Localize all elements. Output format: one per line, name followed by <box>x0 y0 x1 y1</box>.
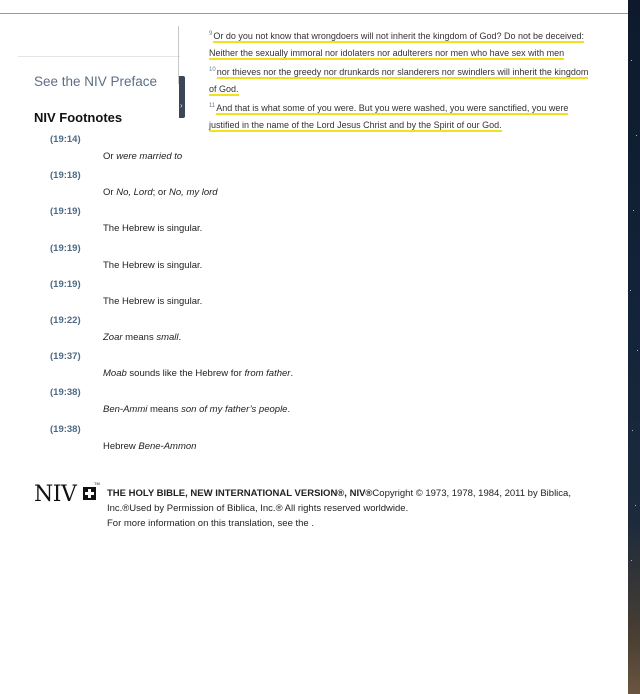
footnote-italic-text: Zoar <box>103 331 123 343</box>
footnote-text <box>103 187 218 198</box>
footnote-italic-text: from father <box>244 368 291 380</box>
copyright-notice <box>107 486 599 531</box>
footnote-plain-text: ; or <box>152 187 170 199</box>
verse-line: of God. <box>209 83 239 94</box>
verse-line: Neither the sexually immoral nor idolaters nor adulterers nor men who have sex with men <box>209 47 565 58</box>
footnote-item <box>0 206 600 242</box>
verse-line: nor thieves nor the greedy nor drunkards nor slanderers nor swindlers will inherit the kingdom <box>216 67 589 77</box>
verse-number: 11 <box>209 103 216 109</box>
verse-11[interactable] <box>209 98 613 133</box>
footnote-ref-link[interactable]: (19:19) <box>50 242 81 254</box>
footnote-plain-text: . <box>287 404 291 416</box>
niv-preface-link[interactable]: See the NIV Preface <box>34 74 158 89</box>
footnote-italic-text: Moab <box>103 368 127 380</box>
footnote-text <box>103 296 202 307</box>
chevron-right-icon: › <box>180 101 183 110</box>
footnote-ref-link[interactable]: (19:18) <box>50 170 81 182</box>
footnote-italic-text: Ben-Ammi <box>103 404 148 416</box>
footnote-ref-link[interactable]: (19:14) <box>50 134 81 145</box>
footnote-italic-text: Bene-Ammon <box>138 440 197 452</box>
background-wallpaper-strip <box>628 0 640 694</box>
niv-logo: NIV <box>34 482 77 507</box>
footnote-item <box>0 243 600 279</box>
footnote-ref-link[interactable]: (19:38) <box>50 387 81 399</box>
footnote-italic-text: No, my lord <box>169 187 218 199</box>
footnote-item <box>0 351 600 387</box>
footnote-plain-text: The Hebrew is singular. <box>103 295 203 307</box>
footnote-item <box>0 387 600 423</box>
footnote-text <box>103 260 202 271</box>
footnote-item <box>0 134 600 170</box>
footnote-plain-text: The Hebrew is singular. <box>103 259 203 271</box>
footnote-text <box>103 368 293 379</box>
footnote-item <box>0 170 600 206</box>
trademark-mark: TM <box>94 481 100 486</box>
collapse-tab[interactable] <box>179 76 185 118</box>
sidebar-divider <box>18 56 180 57</box>
verse-line: And that is what some of you were. But you were washed, you were sanctified, you were <box>216 103 569 113</box>
footnote-plain-text: means <box>122 331 157 343</box>
verse-9[interactable] <box>209 26 613 61</box>
footnote-plain-text: . <box>178 331 182 343</box>
footnote-text <box>103 441 196 452</box>
footnote-item <box>0 279 600 315</box>
footnote-item <box>0 424 600 460</box>
verse-number: 10 <box>209 67 216 73</box>
footnotes-heading: NIV Footnotes <box>34 110 123 125</box>
footnote-plain-text: Or <box>103 151 117 162</box>
footnote-plain-text: Or <box>103 187 117 199</box>
footnote-item <box>0 315 600 351</box>
verse-10[interactable] <box>209 62 613 97</box>
copyright-line: Inc.®Used by Permission of Biblica, Inc.® All rights reserved worldwide. <box>107 503 409 514</box>
footnote-plain-text: The Hebrew is singular. <box>103 223 203 235</box>
footnote-plain-text: sounds like the Hebrew for <box>126 368 245 380</box>
footnote-plain-text: . <box>290 368 294 380</box>
verse-line: justified in the name of the Lord Jesus Christ and by the Spirit of our God. <box>209 119 502 130</box>
top-divider <box>0 13 628 14</box>
footnote-italic-text: were married to <box>116 151 183 162</box>
footnote-ref-link[interactable]: (19:19) <box>50 206 81 218</box>
passage-text <box>209 26 613 134</box>
footnote-italic-text: small <box>156 331 179 343</box>
footnote-ref-link[interactable]: (19:22) <box>50 314 81 326</box>
copyright-more-info: For more information on this translation, see the . <box>107 518 314 529</box>
footnote-text <box>103 223 202 234</box>
footnote-plain-text: means <box>147 404 182 416</box>
verse-number: 9 <box>209 31 213 37</box>
copyright-title: THE HOLY BIBLE, NEW INTERNATIONAL VERSION®, NIV® <box>107 488 373 499</box>
verse-line: Or do you not know that wrongdoers will not inherit the kingdom of God? Do not be deceived: <box>213 31 585 41</box>
footnote-ref-link[interactable]: (19:19) <box>50 278 81 290</box>
footnote-ref-link[interactable]: (19:37) <box>50 351 81 363</box>
footnote-text <box>103 404 290 415</box>
footnote-text <box>103 151 182 162</box>
footnote-plain-text: Hebrew <box>103 440 139 452</box>
footnotes-list <box>0 134 600 460</box>
cross-icon <box>83 487 96 500</box>
footnote-text <box>103 332 181 343</box>
footnote-italic-text: son of my father’s people <box>181 404 288 416</box>
footnote-ref-link[interactable]: (19:38) <box>50 423 81 435</box>
footnote-italic-text: No, Lord <box>116 187 153 199</box>
copyright-line: Copyright © 1973, 1978, 1984, 2011 by Biblica, <box>372 488 571 499</box>
